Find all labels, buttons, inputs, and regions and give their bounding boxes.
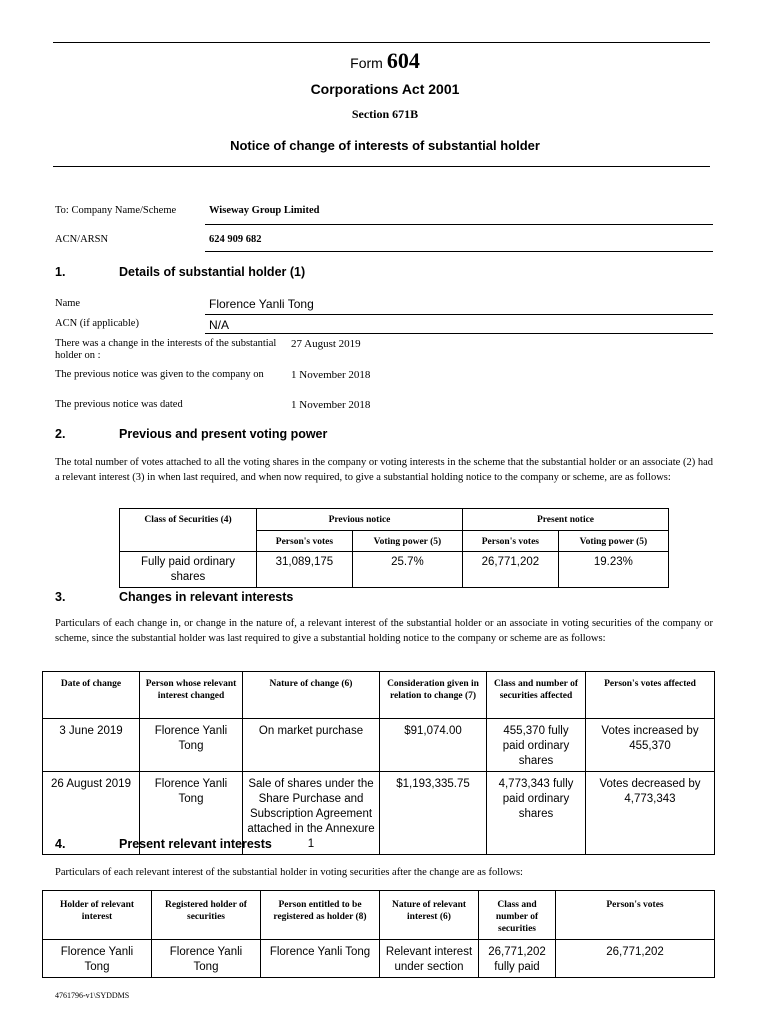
section2-number: 2. [55, 427, 66, 441]
change-votes-cell: Votes decreased by 4,773,343 [586, 772, 715, 855]
changes-header-person: Person whose relevant interest changed [140, 672, 243, 719]
present-nature-cell: Relevant interest under section [380, 940, 479, 978]
prev-given-value: 1 November 2018 [291, 369, 371, 381]
table-row [120, 552, 669, 588]
class-cell: Fully paid ordinary shares [120, 552, 257, 588]
changes-table [42, 671, 715, 855]
present-registered-cell: Florence Yanli Tong [152, 940, 261, 978]
table-row [43, 719, 715, 772]
change-date-value: 27 August 2019 [291, 338, 361, 350]
prev-votes-header: Person's votes [257, 531, 353, 552]
section3-title: Changes in relevant interests [119, 590, 294, 604]
change-class-cell: 455,370 fully paid ordinary shares [487, 719, 586, 772]
changes-header-consideration: Consideration given in relation to change (7) [380, 672, 487, 719]
prev-power-cell: 25.7% [352, 552, 462, 588]
present-holder-cell: Florence Yanli Tong [43, 940, 152, 978]
prev-given-label: The previous notice was given to the company on [55, 369, 264, 380]
change-person-cell: Florence Yanli Tong [140, 772, 243, 855]
present-header-holder: Holder of relevant interest [43, 891, 152, 940]
change-nature-cell: On market purchase [243, 719, 380, 772]
holder-name-value: Florence Yanli Tong [209, 297, 314, 311]
change-person-cell: Florence Yanli Tong [140, 719, 243, 772]
act-title: Corporations Act 2001 [310, 81, 460, 97]
present-class-cell: 26,771,202 fully paid [479, 940, 556, 978]
table-row [43, 940, 715, 978]
changes-header-date: Date of change [43, 672, 140, 719]
present-interests-table [42, 890, 715, 978]
pres-votes-cell: 26,771,202 [462, 552, 558, 588]
class-header: Class of Securities (4) [120, 509, 257, 552]
present-header-entitled: Person entitled to be registered as holder (8) [261, 891, 380, 940]
acn-value: 624 909 682 [209, 234, 262, 245]
present-header: Present notice [462, 509, 668, 531]
change-consideration-cell: $91,074.00 [380, 719, 487, 772]
pres-power-cell: 19.23% [558, 552, 668, 588]
present-header-votes: Person's votes [556, 891, 715, 940]
changes-header-class: Class and number of securities affected [487, 672, 586, 719]
doc-reference: 4761796-v1\SYDDMS [55, 991, 130, 1000]
present-entitled-cell: Florence Yanli Tong [261, 940, 380, 978]
previous-header: Previous notice [257, 509, 463, 531]
present-header-class: Class and number of securities [479, 891, 556, 940]
section1-number: 1. [55, 265, 66, 279]
changes-header-votes: Person's votes affected [586, 672, 715, 719]
section-ref: Section 671B [351, 107, 419, 121]
change-class-cell: 4,773,343 fully paid ordinary shares [487, 772, 586, 855]
changes-header-nature: Nature of change (6) [243, 672, 380, 719]
change-nature-cell: Sale of shares under the Share Purchase and Subscription Agreement attached in the Annexure 1 [243, 772, 380, 855]
acn-label: ACN/ARSN [55, 234, 109, 245]
prev-power-header: Voting power (5) [352, 531, 462, 552]
company-label: To: Company Name/Scheme [55, 205, 177, 216]
pres-power-header: Voting power (5) [558, 531, 668, 552]
prev-dated-value: 1 November 2018 [291, 399, 371, 411]
holder-acn-value: N/A [209, 318, 230, 332]
section4-title: Present relevant interests [119, 837, 272, 851]
holder-name-label: Name [55, 298, 81, 309]
form-word: Form [350, 55, 383, 71]
section2-title: Previous and present voting power [119, 427, 328, 441]
change-date-cell: 3 June 2019 [43, 719, 140, 772]
section1-title: Details of substantial holder (1) [119, 265, 306, 279]
pres-votes-header: Person's votes [462, 531, 558, 552]
holder-acn-label: ACN (if applicable) [55, 318, 139, 329]
present-header-registered: Registered holder of securities [152, 891, 261, 940]
present-header-nature: Nature of relevant interest (6) [380, 891, 479, 940]
prev-votes-cell: 31,089,175 [257, 552, 353, 588]
voting-power-table [119, 508, 669, 588]
notice-title: Notice of change of interests of substantial holder [230, 138, 540, 153]
section4-number: 4. [55, 837, 66, 851]
section2-paragraph: The total number of votes attached to all the voting shares in the company or voting interests in the scheme that the substantial holder or an associate (2) had a relevant interest (3) in when last required, and when now required, to give a substantial holding notice to the company or scheme, are as follows: [55, 457, 713, 483]
section3-number: 3. [55, 590, 66, 604]
change-date-cell: 26 August 2019 [43, 772, 140, 855]
form-title [0, 48, 770, 74]
prev-dated-label: The previous notice was dated [55, 399, 183, 410]
section4-paragraph: Particulars of each relevant interest of the substantial holder in voting securities after the change are as follows: [55, 867, 523, 878]
change-votes-cell: Votes increased by 455,370 [586, 719, 715, 772]
company-value: Wiseway Group Limited [209, 205, 320, 216]
present-votes-cell: 26,771,202 [556, 940, 715, 978]
change-consideration-cell: $1,193,335.75 [380, 772, 487, 855]
form-number: 604 [386, 48, 420, 73]
change-date-label: There was a change in the interests of the substantial holder on : [55, 338, 277, 361]
section3-paragraph: Particulars of each change in, or change in the nature of, a relevant interest of the substantial holder or an associate in voting securities of the company or scheme, since the substantial holder was last required to give a substantial holding notice to the company or scheme are as follows: [55, 618, 713, 644]
